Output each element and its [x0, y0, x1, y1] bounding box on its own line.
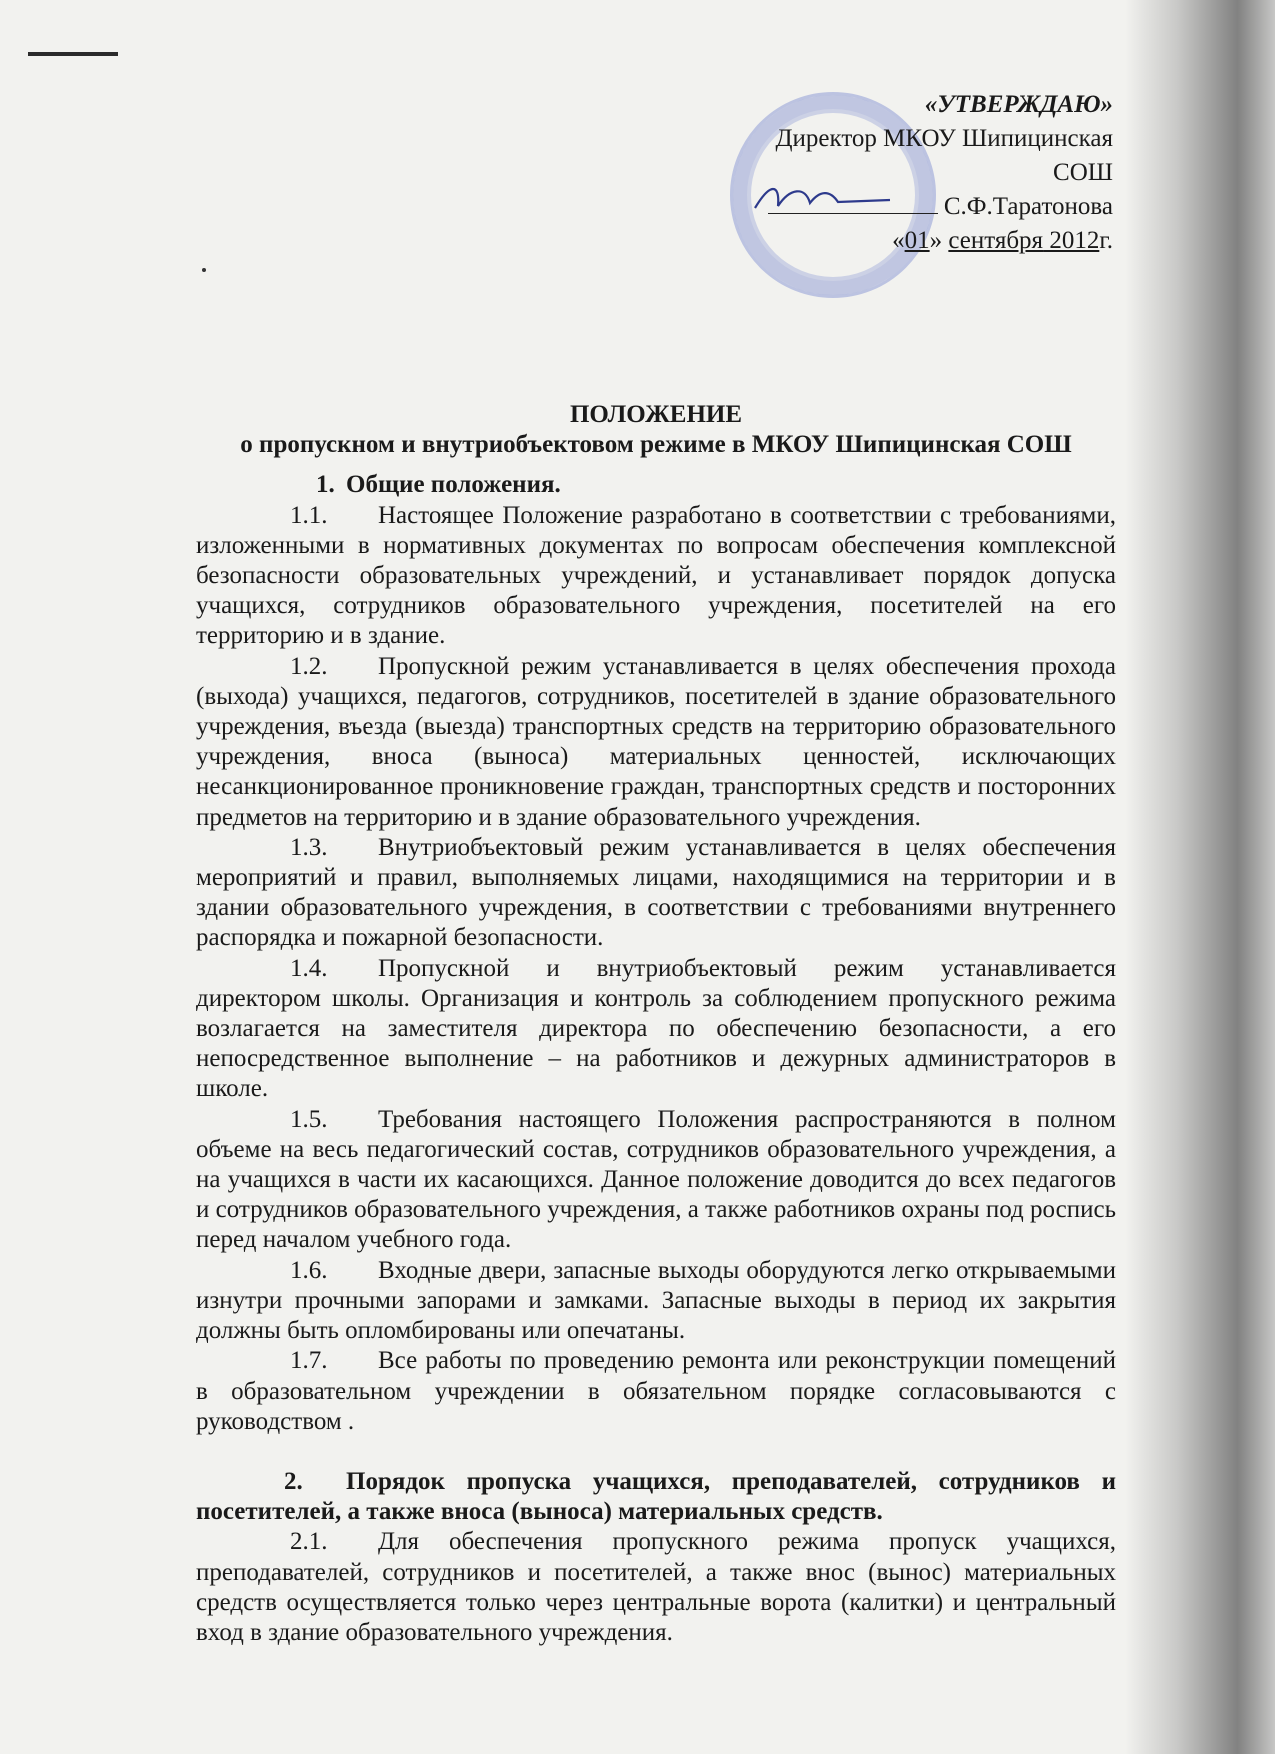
- section-1-heading: [196, 470, 1116, 500]
- clause-1-5: [196, 1105, 1116, 1256]
- scan-dot: [202, 268, 206, 272]
- clause-text: Для обеспечения пропускного режима пропуск учащихся, преподавателей, сотрудников и посетителей, а также внос (вынос) материальных средств осуществляется только через центральные ворота (калитки) и центральный вход в здание образовательного учреждения.: [196, 1528, 1116, 1646]
- school-abbrev: СОШ: [1053, 159, 1113, 186]
- date-close-quote: »: [929, 227, 949, 254]
- clause-number: 1.1.: [290, 501, 328, 529]
- clause-text: Требования настоящего Положения распространяются в полном объеме на весь педагогический состав, сотрудников образовательного учреждения, а на учащихся в части их касающихся. Данное положение доводится до всех педагогов и сотрудников образовательного учреждения, а также работников охраны под роспись перед началом учебного года.: [196, 1105, 1116, 1254]
- clause-1-4: [196, 954, 1116, 1105]
- clause-number: 1.5.: [290, 1105, 328, 1133]
- document-title: ПОЛОЖЕНИЕ: [569, 401, 743, 428]
- signature-underline: [768, 191, 938, 214]
- clause-number: 1.3.: [290, 833, 328, 861]
- clause-1-7: [196, 1346, 1116, 1437]
- signature-line: [593, 190, 1113, 224]
- signer-name: С.Ф.Таратонова: [943, 193, 1113, 220]
- clause-text: Настоящее Положение разработано в соответствии с требованиями, изложенными в нормативных документах по вопросам обеспечения комплексной безопасности образовательных учреждений, и устанавливает порядок допуска учащихся, сотрудников образовательного учреждения, посетителей на его территорию и в здание.: [196, 501, 1116, 650]
- date-day: 01: [904, 227, 930, 254]
- scan-corner-mark: [28, 52, 118, 56]
- clause-text: Пропускной режим устанавливается в целях обеспечения прохода (выхода) учащихся, педагогов, сотрудников, посетителей в здание образовательного учреждения, въезда (выезда) транспортных средств на территорию образовательного учреждения, вноса (выноса) материальных ценностей, исключающих несанкционированное проникновение граждан, транспортных средств и посторонних предметов на территорию и в здание образовательного учреждения.: [196, 652, 1116, 831]
- clause-1-3: [196, 833, 1116, 954]
- clause-2-1: [196, 1527, 1116, 1648]
- date-year: 2012: [1043, 227, 1100, 254]
- section-2-heading: [196, 1467, 1116, 1527]
- clause-number: 1.6.: [290, 1256, 328, 1284]
- clause-text: Входные двери, запасные выходы оборудуются легко открываемыми изнутри прочными запорами и замками. Запасные выходы в период их закрытия должны быть опломбированы или опечатаны.: [196, 1256, 1116, 1345]
- clause-1-2: [196, 652, 1116, 833]
- document-subtitle: о пропускном и внутриобъектовом режиме в МКОУ Шипицинская СОШ: [240, 431, 1072, 459]
- clause-text: Все работы по проведению ремонта или реконструкции помещений в образовательном учреждении в обязательном порядке согласовываются с руководством .: [196, 1347, 1116, 1435]
- clause-text: Внутриобъектовый режим устанавливается в целях обеспечения мероприятий и правил, выполняемых лицами, находящимися на территории и в здании образовательного учреждения, в соответствии с требованиями внутреннего распорядка и пожарной безопасности.: [196, 833, 1116, 952]
- approval-date: [593, 224, 1113, 258]
- clause-1-1: [196, 501, 1116, 652]
- clause-1-6: [196, 1256, 1116, 1347]
- section-2-title: Порядок пропуска учащихся, преподавателей, сотрудников и посетителей, а также вноса (выноса) материальных средств.: [196, 1467, 1116, 1526]
- section-1-title: Общие положения.: [346, 471, 561, 499]
- clause-number: 2.1.: [290, 1528, 328, 1556]
- scan-edge-shadow: [1125, 0, 1275, 1754]
- date-month: сентября: [948, 227, 1044, 254]
- date-open-quote: «: [892, 227, 905, 254]
- section-1-number: 1.: [316, 471, 335, 499]
- clause-number: 1.2.: [290, 652, 328, 680]
- clause-text: Пропускной и внутриобъектовый режим устанавливается директором школы. Организация и контроль за соблюдением пропускного режима возлагается на заместителя директора по обеспечению безопасности, а его непосредственное выполнение – на работников и дежурных администраторов в школе.: [196, 954, 1116, 1103]
- date-year-suffix: г.: [1099, 227, 1113, 254]
- approve-label: «УТВЕРЖДАЮ»: [924, 91, 1113, 118]
- director-line: Директор МКОУ Шипицинская: [775, 125, 1113, 152]
- clause-number: 1.7.: [290, 1347, 328, 1375]
- document-body: [196, 400, 1116, 1648]
- approval-block: [593, 88, 1113, 258]
- clause-number: 1.4.: [290, 954, 328, 982]
- section-2-number: 2.: [284, 1467, 303, 1495]
